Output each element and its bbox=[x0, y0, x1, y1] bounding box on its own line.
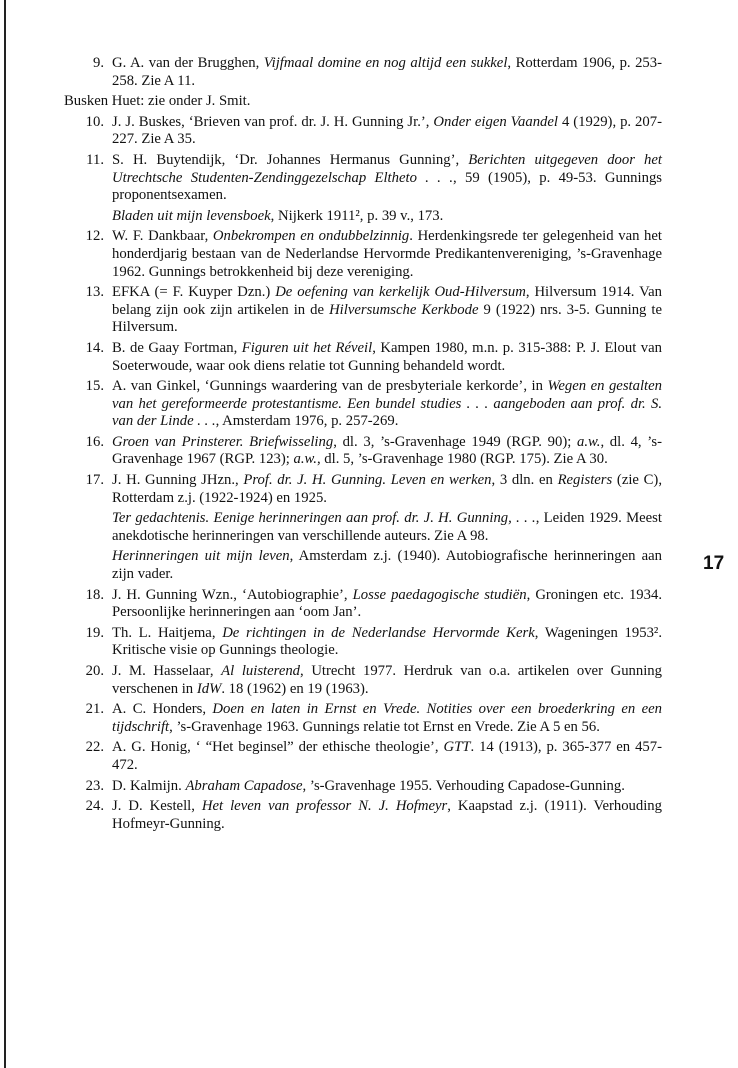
entry-text: A. G. Honig, ‘ “Het beginsel” der ethische theologie’, bbox=[112, 739, 444, 756]
entry-text: , Groningen etc. 1934. Persoonlijke herinneringen aan ‘oom Jan’. bbox=[112, 586, 662, 621]
entry-number: 13. bbox=[85, 284, 104, 301]
entry-number: 21. bbox=[85, 701, 104, 718]
entry-title-text: Het leven van professor N. J. Hofmeyr bbox=[201, 798, 448, 815]
bibliography-entry bbox=[64, 778, 662, 796]
entry-title-text: De oefening van kerkelijk Oud-Hilversum bbox=[275, 284, 526, 301]
entry-text: A. C. Honders, bbox=[112, 701, 213, 718]
entry-text: . 18 (1962) en 19 (1963). bbox=[221, 680, 369, 697]
entry-number: 12. bbox=[85, 228, 104, 245]
bibliography-entry bbox=[64, 228, 662, 281]
bibliography-subentry bbox=[64, 510, 662, 545]
entry-text: , Wageningen 1953². Kritische visie op Gunnings theologie. bbox=[112, 624, 663, 659]
bibliography-entry bbox=[64, 739, 662, 774]
entry-text: , Amsterdam 1976, p. 257-269. bbox=[215, 413, 399, 430]
entry-text: . 14 (1913), p. 365-377 en 457-472. bbox=[112, 739, 662, 773]
entry-text: . Herdenkingsrede ter gelegenheid van het honderdjarig bestaan van de Nederlandse Hervormde Predikantenvereniging, ’s-Gravenhage 1962. Gunnings betrokkenheid bij deze vereniging. bbox=[112, 228, 662, 280]
entry-text: (zie C), Rotterdam z.j. (1922-1924) en 1925. bbox=[112, 472, 662, 506]
entry-title-text: Herinneringen uit mijn leven bbox=[112, 548, 290, 565]
entry-title-text: a.w. bbox=[577, 433, 601, 450]
entry-title-text: Ter gedachtenis. Eenige herinneringen aan prof. dr. J. H. Gunning, . . . bbox=[112, 510, 536, 527]
entry-text: , Nijkerk 1911², p. 39 v., 173. bbox=[270, 207, 444, 224]
entry-title-text: GTT bbox=[443, 739, 471, 756]
entry-text: , Rotterdam 1906, p. 253-258. Zie A 11. bbox=[112, 55, 663, 89]
entry-text: , Leiden 1929. Meest anekdotische herinneringen van verschillende auteurs. Zie A 98. bbox=[112, 510, 662, 544]
entry-text: B. de Gaay Fortman, bbox=[112, 339, 242, 356]
entry-text: J. D. Kestell, bbox=[112, 798, 202, 815]
entry-text: Busken Huet: zie onder J. Smit. bbox=[64, 93, 251, 110]
bibliography-entry bbox=[64, 434, 662, 469]
entry-text: , dl. 4, ’s-Gravenhage 1967 (RGP. 123); bbox=[112, 433, 662, 468]
entry-number: 17. bbox=[85, 472, 104, 489]
entry-text: S. H. Buytendijk, ‘Dr. Johannes Hermanus Gunning’, bbox=[112, 151, 469, 168]
entry-text: 9 (1922) nrs. 3-5. Gunning te Hilversum. bbox=[112, 301, 662, 336]
entry-number: 24. bbox=[85, 798, 104, 815]
entry-title-text: Groen van Prinsterer. Briefwisseling bbox=[112, 433, 334, 450]
entry-text: , ’s-Gravenhage 1963. Gunnings relatie tot Ernst en Vrede. Zie A 5 en 56. bbox=[169, 718, 600, 735]
page-spine-line bbox=[4, 0, 6, 1068]
entry-text: W. F. Dankbaar, bbox=[112, 228, 213, 245]
entry-number: 11. bbox=[86, 151, 104, 168]
entry-number: 9. bbox=[92, 55, 104, 71]
entry-text: , ’s-Gravenhage 1955. Verhouding Capadose-Gunning. bbox=[302, 777, 625, 794]
entry-text: , Kampen 1980, m.n. p. 315-388: P. J. Elout van Soeterwoude, waar ook diens relatie tot Gunning behandeld wordt. bbox=[112, 339, 662, 374]
entry-title-text: Bladen uit mijn levensboek bbox=[112, 207, 271, 224]
entry-title-text: Hilversumsche Kerkbode bbox=[329, 301, 479, 318]
entry-title-text: a.w. bbox=[293, 451, 317, 468]
entry-number: 19. bbox=[85, 624, 104, 641]
entry-text: G. A. van der Brugghen, bbox=[112, 55, 264, 71]
entry-text: D. Kalmijn. bbox=[112, 777, 186, 794]
entry-text: , dl. 3, ’s-Gravenhage 1949 (RGP. 90); bbox=[333, 433, 578, 450]
entry-text: , Kaapstad z.j. (1911). Verhouding Hofmeyr-Gunning. bbox=[112, 798, 662, 832]
entry-number: 22. bbox=[85, 739, 104, 756]
entry-title-text: Prof. dr. J. H. Gunning. Leven en werken bbox=[243, 472, 492, 489]
bibliography-entry bbox=[64, 701, 662, 736]
bibliography-entry bbox=[64, 114, 662, 149]
bibliography-entry bbox=[64, 284, 662, 337]
entry-title-text: Al luisterend bbox=[221, 663, 301, 679]
page-number: 17 bbox=[703, 553, 725, 574]
entry-text: , Utrecht 1977. Herdruk van o.a. artikelen over Gunning verschenen in bbox=[112, 663, 662, 697]
entry-text: J. H. Gunning JHzn., bbox=[112, 472, 244, 489]
entry-number: 15. bbox=[85, 378, 104, 395]
bibliography-entry bbox=[64, 663, 662, 698]
entry-title-text: IdW bbox=[196, 680, 222, 697]
entry-text: , Amsterdam z.j. (1940). Autobiografische herinneringen aan zijn vader. bbox=[112, 548, 663, 583]
entry-title-text: Doen en laten in Ernst en Vrede. Notities over een broederkring en een tijdschrift bbox=[112, 701, 662, 735]
entry-title-text: Onder eigen Vaandel bbox=[433, 113, 559, 130]
bibliography-entry bbox=[64, 587, 662, 622]
bibliography-entry bbox=[64, 378, 662, 431]
bibliography-subentry bbox=[64, 548, 662, 583]
entry-title-text: Abraham Capadose bbox=[185, 777, 303, 794]
entry-text: J. H. Gunning Wzn., ‘Autobiographie’, bbox=[112, 586, 353, 603]
entry-text: , 59 (1905), p. 49-53. Gunnings proponentsexamen. bbox=[112, 169, 662, 204]
cross-reference-line bbox=[64, 93, 662, 111]
bibliography-entry bbox=[64, 152, 662, 205]
entry-number: 14. bbox=[85, 339, 104, 356]
entry-title-text: Wegen en gestalten van het gereformeerde protestantisme. Een bundel studies . . . aangeboden aan prof. dr. S. van der Linde . . . bbox=[112, 378, 662, 430]
entry-number: 20. bbox=[85, 663, 104, 679]
entry-title-text: Berichten uitgegeven door het Utrechtsche Studenten-Zendinggezelschap Eltheto . . . bbox=[112, 151, 662, 186]
entry-text: 4 (1929), p. 207-227. Zie A 35. bbox=[112, 113, 662, 148]
entry-title-text: Onbekrompen en ondubbelzinnig bbox=[212, 228, 410, 245]
bibliography-entry bbox=[64, 625, 662, 660]
bibliography-entry bbox=[64, 55, 662, 90]
entry-text: J. J. Buskes, ‘Brieven van prof. dr. J. H. Gunning Jr.’, bbox=[112, 113, 434, 130]
entry-title-text: Registers bbox=[557, 472, 613, 489]
entry-number: 23. bbox=[85, 777, 104, 794]
entry-title-text: Losse paedagogische studiën bbox=[352, 586, 527, 603]
entry-text: , Hilversum 1914. Van belang zijn ook zijn artikelen in de bbox=[112, 284, 662, 318]
entry-text: EFKA (= F. Kuyper Dzn.) bbox=[112, 284, 276, 301]
entry-title-text: De richtingen in de Nederlandse Hervormde Kerk bbox=[222, 624, 535, 641]
bibliography-list bbox=[64, 55, 662, 836]
entry-text: A. van Ginkel, ‘Gunnings waardering van de presbyteriale kerkorde’, in bbox=[112, 378, 548, 395]
bibliography-entry bbox=[64, 798, 662, 833]
bibliography-entry bbox=[64, 340, 662, 375]
bibliography-entry bbox=[64, 472, 662, 507]
entry-text: Th. L. Haitjema, bbox=[112, 624, 223, 641]
entry-text: J. M. Hasselaar, bbox=[112, 663, 222, 679]
entry-number: 16. bbox=[85, 433, 104, 450]
entry-number: 18. bbox=[85, 586, 104, 603]
entry-title-text: Vijfmaal domine en nog altijd een sukkel bbox=[263, 55, 508, 71]
bibliography-subentry bbox=[64, 208, 662, 226]
entry-title-text: Figuren uit het Réveil bbox=[241, 339, 373, 356]
entry-text: , dl. 5, ’s-Gravenhage 1980 (RGP. 175). Zie A 30. bbox=[316, 451, 608, 468]
entry-number: 10. bbox=[85, 113, 104, 130]
entry-text: , 3 dln. en bbox=[491, 472, 558, 489]
